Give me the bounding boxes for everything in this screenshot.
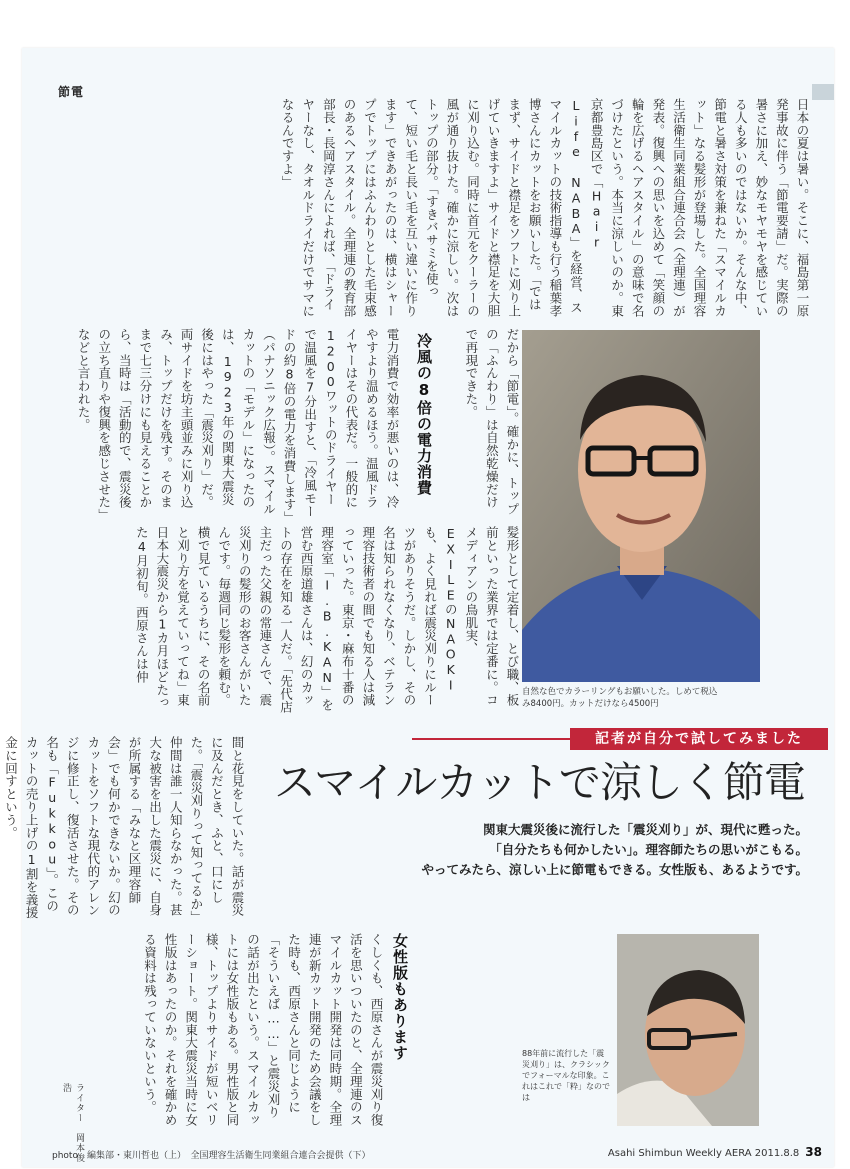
small-photo: [617, 934, 759, 1126]
body-paragraph-6: くしくも、西原さんが震災刈り復活を思いついたのと、全理連のスマイルカット開発は同時期。全理連が新カット開発のため会議をした時も、西原さんと同じように「そういえば……」と震災刈りの話が出たという。スマイルカットには女性版もある。男性版と同様、トップよりサイドが短いベリーショート。関東大震災当時に女性版はあったのか。それを確かめる資料は残っていないという。: [142, 933, 384, 1127]
kicker-rule: [412, 738, 570, 740]
body-column-4: [62, 526, 522, 716]
lede-line-3: やってみたら、涼しい上に節電もできる。女性版も、あるようです。: [421, 862, 808, 877]
main-photo: [522, 330, 760, 682]
man-with-glasses-image: [522, 330, 760, 682]
body-column-2: [440, 328, 522, 518]
subhead-women: 女性版もあります: [391, 933, 409, 1061]
kicker-banner: 記者が自分で試してみました: [570, 728, 828, 750]
body-paragraph-3: 電力消費で効率が悪いのは、冷やすより温めるほう。温風ドライヤーはその代表だ。一般的に1200ワットのドライヤーで温風を7分出すと、「冷風モードの約8倍の電力を消費します」（パナソニック広報）。スマイルカットの「モデル」になったのは、1923年の関東大震災後にはやった「震災刈り」だ。両サイドを坊主頭並みに刈り込み、トップだけを残す。そのままで七三分けにも見えることから、当時は「活動的で、震災後の立ち直りや復興を感じさせた」などと言われた。: [76, 328, 400, 518]
section-label: 節電: [58, 85, 85, 99]
magazine-page: [3, 48, 834, 1167]
magazine-footer: [608, 1145, 822, 1159]
small-photo-caption: 88年前に流行した「震災刈り」は、クラシックでフォーマルな印象。これはこれで「粋」なのでは: [522, 1049, 610, 1102]
body-column-1: [280, 98, 812, 318]
body-paragraph-2: だから「節電」。確かに、トップの「ふんわり」は自然乾燥だけで再現できた。: [463, 328, 520, 516]
headline: スマイルカットで涼しく節電: [274, 758, 805, 807]
subhead-power: 冷風の8倍の電力消費: [415, 333, 433, 496]
body-paragraph-4: 髪形として定着し、とび職、板前といった業界では定番に。コメディアンの鳥肌実、EXILEのNAOKIも、よく見れば震災刈りにルーツがありそうだ。しかし、その名は知られなくなり、ベテラン理容技術者の間でも知る人は減っていった。東京・麻布十番の理容室「I.B.KAN」を営む西原道雄さんは、幻のカットの存在を知る一人だ。「先代店主だった父親の常連さんで、震災刈りの髪形のお客さんがいたんです。毎週同じ髪形を頼む。横で見ているうちに、その名前と刈り方を覚えていってね」東日本大震災から1カ月ほどたった4月初旬。西原さんは仲: [134, 526, 520, 714]
side-profile-image: [617, 934, 759, 1126]
lede: [338, 820, 808, 880]
corner-mark: [812, 84, 834, 100]
main-photo-caption: 自然な色でカラーリングもお願いした。しめて税込み8400円。カットだけなら4500円: [522, 687, 718, 709]
body-column-5: [3, 736, 247, 921]
page-number: 38: [805, 1145, 822, 1159]
byline: ライター 岡本俊浩: [61, 1083, 84, 1163]
body-column-3: [62, 328, 402, 518]
lede-line-1: 関東大震災後に流行した「震災刈り」が、現代に甦った。: [482, 822, 808, 837]
body-paragraph-5: 間と花見をしていた。話が震災に及んだとき、ふと、口にした。「震災刈りって知ってるか」仲間は誰一人知らなかった。甚大な被害を出した震災に、自身が所属する「みなと区理容師会」でも何かできないか。幻のカットをソフトな現代的アレンジに修正し、復活させた。その名も「Fukkou」。このカットの売り上げの1割を義援金に回すという。: [3, 736, 245, 920]
magazine-name: Asahi Shimbun Weekly AERA 2011.8.8: [607, 1148, 800, 1159]
lede-line-2: 「自分たちも何かしたい」。理容師たちの思いがこもる。: [489, 842, 808, 857]
body-column-6: [90, 933, 386, 1128]
photo-credits: photo 編集部・東川哲也（上） 全国理容生活衛生同業組合連合会提供（下）: [52, 1151, 371, 1161]
body-paragraph-1: 日本の夏は暑い。そこに、福島第一原発事故に伴う「節電要請」だ。実際の暑さに加え、妙なモヤモヤを感じている人も多いのではないか。そんな中、節電と暑さ対策を兼ねた「スマイルカット」なる髪形が登場した。全国理容生活衛生同業組合連合会（全理連）が発表。復興への思いを込めて「笑顔の輪を広げるヘアスタイル」の意味で名づけたという。本当に涼しいのか。東京都豊島区で「Hair Life NABA」を経営、スマイルカットの技術指導も行う稲葉孝博さんにカットをお願いした。「ではまず、サイドと襟足をソフトに刈り上げていきますよ」サイドと襟足を大胆に刈り込む。同時に首元をクーラーの風が通り抜けた。確かに涼しい。次はトップの部分。「すきバサミを使って、短い毛と長い毛を互い違いに作ります」できあがったのは、横はシャープでトップにはふんわりとした毛束感のあるヘアスタイル。全理連の教育部部長・長岡淳さんによれば、「ドライヤーなし、タオルドライだけでサマになるんですよ」: [280, 98, 810, 318]
